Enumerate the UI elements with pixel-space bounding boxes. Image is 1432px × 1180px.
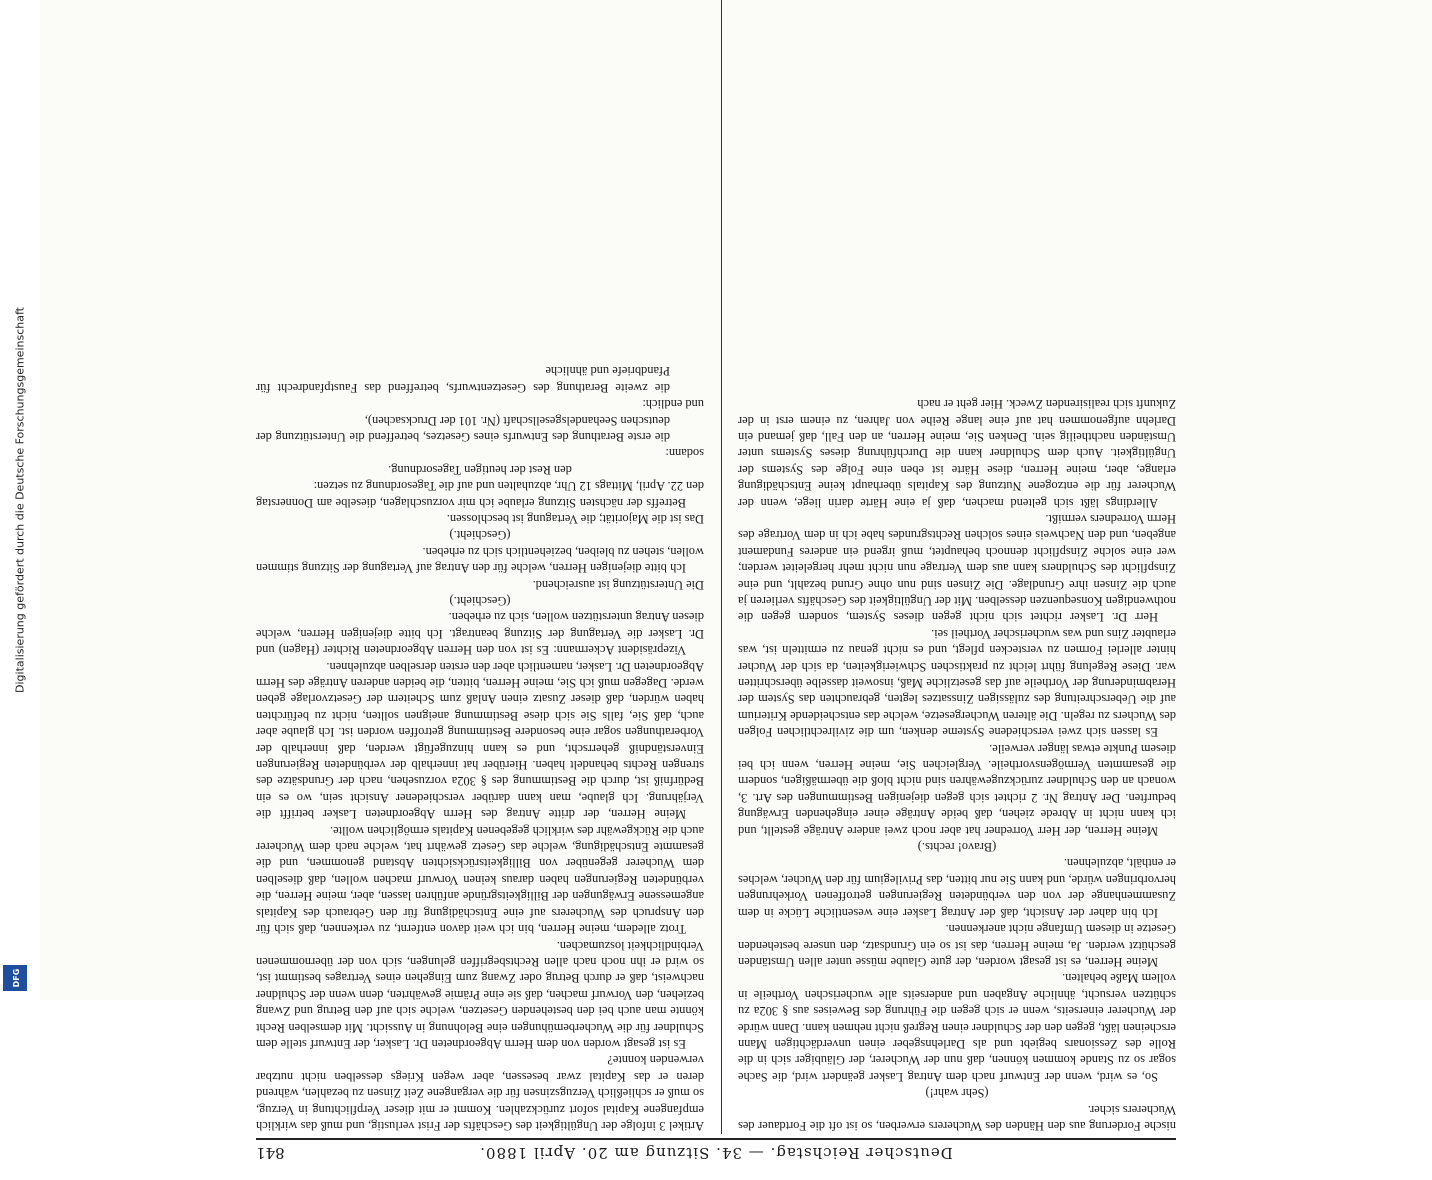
left-paragraph: nische Forderung aus den Händen des Wucherers erwerben, so ist oft die Fortdauer des Wucherers sicher. (738, 1102, 1176, 1133)
running-head (256, 1138, 1176, 1162)
left-paragraph: Allerdings läßt sich geltend machen, daß ja eine Härte darin liege, wenn der Wucherer für die entzogene Nutzung des Kapitals überhaupt keine Entschädigung erlange, aber, meine Herren, diese Härte ist eben eine Folge des Systems der Ungültigkeit. Auch dem Schuldner kann die Durchführung dieses Systems unter Umständen nachtheilig sein. Denken Sie, meine Herren, an den Fall, daß jemand ein Darlehn aufgenommen hat auf eine lange Reihe von Jahren, zu einem erst in der Zukunft sich realisirenden Zweck. Hier geht er nach (738, 397, 1176, 510)
left-paragraph: Ich bin daher der Ansicht, daß der Antrag Lasker eine wesentliche Lücke in dem Zusammenhange der von den verbündeten Regierungen getroffenen Vorkehrungen hervorbringen würde, und kann Sie nur bitten, das Privilegium für den Wucher, welches er enthält, abzulehnen. (738, 856, 1176, 920)
page-number: 841 (256, 1144, 285, 1162)
left-paragraph: So, es wird, wenn der Entwurf nach dem Antrag Lasker geändert wird, die Sache sogar so zu Stande kommen können, daß nun der Wucherer, der Gläubiger sich in die Rolle des Zessionars begiebt und als Darlehnsgeber einen unverdächtigen Mann erscheinen läßt, gegen den der Schuldner einen Regreß nicht nehmen kann. Dann würde der Wucherer einerseits, wenn er sich gegen die Führung des Beweises aus § 302a zu schützen versucht, ähnliche Angaben und anderseits alle wucherischen Vortheile in vollem Maße behalten. (738, 971, 1176, 1084)
dfg-logo (3, 965, 27, 991)
right-paragraph: (Geschieht.) (449, 528, 511, 543)
page (216, 0, 1216, 1180)
left-paragraph: Meine Herren, der Herr Vorredner hat aber noch zwei andere Anträge gestellt, und ich kann nicht in Abrede ziehen, daß beide Anträge einer eingehenden Erwägung bedurften. Der Antrag Nr. 2 richtet sich gegen diejenigen Bestimmungen des Art. 3, wonach an den Schuldner zurückzugewähren sind nicht bloß die übermäßigen, sondern die gesammten Vermögensvortheile. Vergleichen Sie, meine Herren, wenn ich bei diesem Punkte etwas länger verweile. (738, 741, 1176, 838)
right-paragraph: Meine Herren, der dritte Antrag des Herrn Abgeordneten Lasker betrifft die Verjährung. Ich glaube, man kann darüber verschiedener Ansicht sein, wo es ein Bedürfniß ist, durch die Bestimmung des § 302a vorzusehen, nach der Grundsätze des strengen Rechts behandelt haben. Hierüber hat innerhalb der verbündeten Regierungen Einverständniß geherrscht, und es kann hinzugefügt werden, daß innerhalb der Vorberathungen sogar eine besondere Bestimmung getroffen worden ist. Ich glaube aber auch, daß Sie, falls Sie sich diese Bestimmung aneignen sollten, nicht zu befürchten haben würden, daß dieser Zusatz einen Anlaß zum Scheitern der Gesetzvorlage geben werde. Dagegen muß ich Sie, meine Herren, bitten, die beiden anderen Anträge des Herrn Abgeordneten Dr. Lasker, namentlich aber den ersten derselben abzulehnen. (256, 659, 704, 822)
column-divider (721, 0, 722, 1134)
credit-text: Digitalisierung gefördert durch die Deutsche Forschungsgemeinschaft (13, 307, 27, 693)
right-paragraph: die erste Berathung des Entwurfs eines Gesetzes, betreffend die Unterstützung der deutschen Seehandelsgesellschaft (Nr. 101 der Drucksachen), (256, 413, 670, 444)
left-paragraph: (Sehr wahr!) (925, 1086, 989, 1101)
right-paragraph: Ich bitte diejenigen Herren, welche für den Antrag auf Vertagung der Sitzung stimmen wollen, stehen zu bleiben, beziehentlich sich zu erheben. (256, 544, 704, 576)
right-paragraph: die zweite Berathung des Gesetzentwurfs, betreffend das Faustpfandrecht für Pfandbriefe und ähnliche (256, 364, 670, 395)
left-paragraph: (Bravo! rechts.) (917, 840, 997, 855)
right-column (256, 0, 704, 1134)
right-paragraph: den Rest der heutigen Tagesordnung. (388, 462, 572, 477)
right-paragraph: sodann: (665, 446, 704, 461)
left-paragraph: Meine Herren, es ist gesagt worden, der gute Glaube müsse unter allen Umständen geschützt werden. Ja, meine Herren, das ist so ein Grundsatz, den unsere bestehenden Gesetze in diesem Umfange nicht anerkennen. (738, 922, 1176, 969)
right-paragraph: Die Unterstützung ist ausreichend. (532, 577, 704, 592)
right-paragraph: Vizepräsident Ackermann: Es ist von den Herren Abgeordneten Richter (Hagen) und Dr. Lasker die Vertagung der Sitzung beantragt. Ich bitte diejenigen Herren, welche diesen Antrag unterstützen wollen, sich zu erheben. (256, 610, 704, 658)
left-paragraph: Es lassen sich zwei verschiedene Systeme denken, um die zivilrechtlichen Folgen des Wuchers zu regeln. Die älteren Wuchergesetze, welche das entscheidende Kriterium auf die Ueberschreitung des zulässigen Zinssatzes legten, gebrauchten das System der Herabminderung der Vortheile auf das gesetzliche Maß, insoweit dasselbe überschritten war. Diese Regelung führt leicht zu praktischen Schwierigkeiten, da sich der Wucher hinter allerlei Formen zu verstecken pflegt, und es nicht genau zu ermitteln ist, was erlaubter Zins und was wucherischer Vortheil sei. (738, 626, 1176, 740)
left-paragraph: Herr Dr. Lasker richtet sich nicht gegen dieses System, sondern gegen die nothwendigen Konsequenzen desselben. Mit der Ungültigkeit des Geschäfts verlieren ja auch die Zinsen ihre Grundlage. Die Zinsen sind nun ohne Grund bezahlt, und eine Zinspflicht des Schuldners kann aus dem Vertrage nun nicht mehr hergeleitet werden; wer eine solche Zinspflicht dennoch behauptet, muß irgend ein anderes Fundament angeben, und den Nachweis eines solchen Rechtsgrundes habe ich in dem Vortrage des Herrn Vorredners vermißt. (738, 511, 1176, 625)
right-paragraph: Trotz alledem, meine Herren, bin ich weit davon entfernt, zu verkennen, daß sich für den Anspruch des Wucherers auf eine Entschädigung für den Gebrauch des Kapitals angemessene Erwägungen der Billigkeitsgründe anführen lassen, aber, meine Herren, die verbündeten Regierungen haben daraus keinen Vorwurf machen wollen, daß dieselben dem Wucherer gegenüber von Billigkeitsrücksichten Abstand genommen, und die gesammte Entschädigung, welche das Gesetz gewährt hat, welche nach dem Wucherer auch die Rückgewähr des wirklich gegebenen Kapitals ermöglichen wollte. (256, 823, 704, 937)
left-column (738, 0, 1176, 1134)
running-head-title: Deutscher Reichstag. — 34. Sitzung am 20. April 1880. (479, 1144, 953, 1162)
dfg-logo-text: DFG (12, 968, 21, 988)
right-paragraph: (Geschieht.) (449, 594, 511, 608)
right-paragraph: und endlich: (642, 397, 704, 412)
right-paragraph: Betreffs der nächsten Sitzung erlaube ich mir vorzuschlagen, dieselbe am Donnerstag den 22. April, Mittags 12 Uhr, abzuhalten und auf die Tagesordnung zu setzen: (256, 479, 704, 510)
right-paragraph: Es ist gesagt worden von dem Herrn Abgeordneten Dr. Lasker, der Entwurf stelle dem Schuldner für die Wucherbemühungen eine Belohnung in Aussicht. Mit demselben Recht könnte man auch bei den bestehenden Gesetzen, welche sich auf den Betrug und Zwang beziehen, den Vorwurf machen, daß sie eine Prämie gewährten, denn wenn der Schuldner nachweist, daß er durch Betrug oder Zwang zum Eingehen eines Vertrages bestimmt ist, so wird er ihn noch nach allen Rechtsbegriffen gelungen, sich von der übernommenen Verbindlichkeit loszumachen. (256, 938, 704, 1051)
right-paragraph: Artikel 3 infolge der Ungültigkeit des Geschäfts der Frist verlustig, und muß das wirklich empfangene Kapital sofort zurückzahlen. Kommt er mit dieser Verpflichtung in Verzug, so muß er schließlich Verzugszinsen für die vergangene Zeit Zinsen zu bezahlen, während deren er das Kapital zwar besessen, aber wegen Kriegs desselben nicht nutzbar verwenden konnte? (256, 1053, 704, 1133)
rotated-page (216, 0, 1216, 1180)
credit-sidebar (0, 0, 40, 1000)
right-paragraph: Das ist die Majorität; die Vertagung ist beschlossen. (446, 511, 704, 526)
